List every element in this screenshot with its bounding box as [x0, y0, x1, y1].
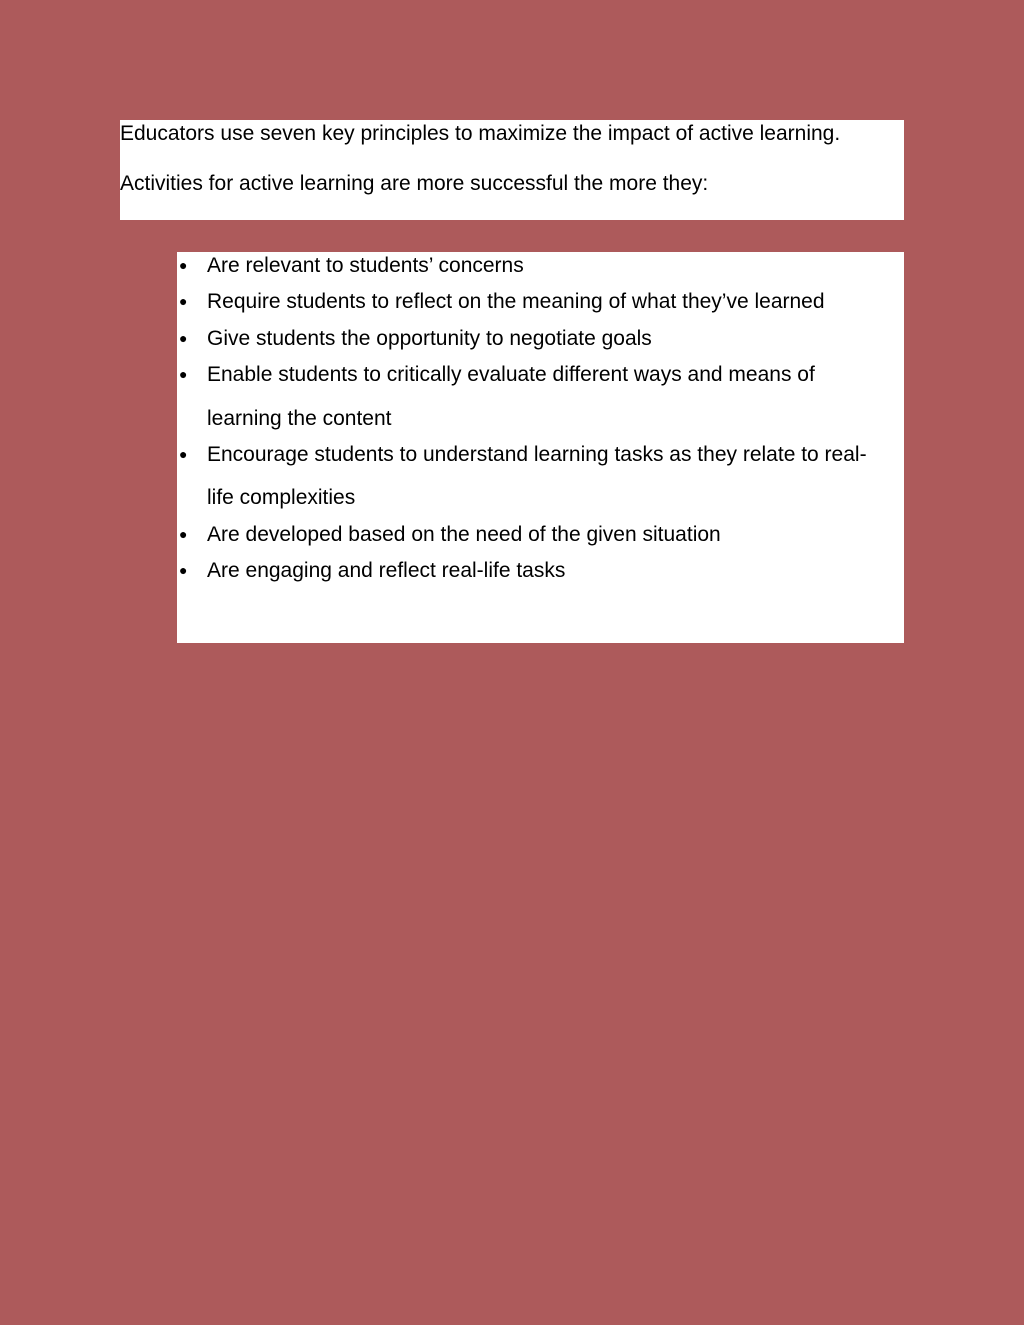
- list-item-text: Are relevant to students’ concerns: [207, 254, 524, 277]
- bullet-icon: ●: [179, 562, 188, 579]
- bullet-icon: ●: [179, 329, 188, 346]
- bullet-icon: ●: [179, 293, 188, 310]
- bullet-icon: ●: [179, 257, 188, 273]
- list-item-text: Are developed based on the need of the given situation: [207, 522, 721, 546]
- intro-line-2: Activities for active learning are more successful the more they:: [120, 172, 709, 195]
- intro-box: [120, 120, 904, 220]
- bullet-icon: ●: [179, 366, 188, 383]
- list-item-text: Encourage students to understand learning tasks as they relate to real-life complexities: [207, 443, 867, 510]
- list-item-text: Require students to reflect on the meaning of what they’ve learned: [207, 290, 825, 314]
- list-item: [177, 353, 904, 440]
- principles-list: [177, 252, 904, 593]
- list-item-text: Are engaging and reflect real-life tasks: [207, 559, 566, 583]
- intro-line-1: Educators use seven key principles to maximize the impact of active learning.: [120, 122, 841, 145]
- list-item: [177, 433, 904, 520]
- list-item-text: Enable students to critically evaluate different ways and means of learning the content: [207, 363, 815, 430]
- bullet-icon: ●: [179, 446, 188, 463]
- principles-box: [177, 252, 904, 643]
- bullet-icon: ●: [179, 525, 188, 542]
- list-item-text: Give students the opportunity to negotiate goals: [207, 326, 652, 350]
- list-item: [177, 549, 904, 592]
